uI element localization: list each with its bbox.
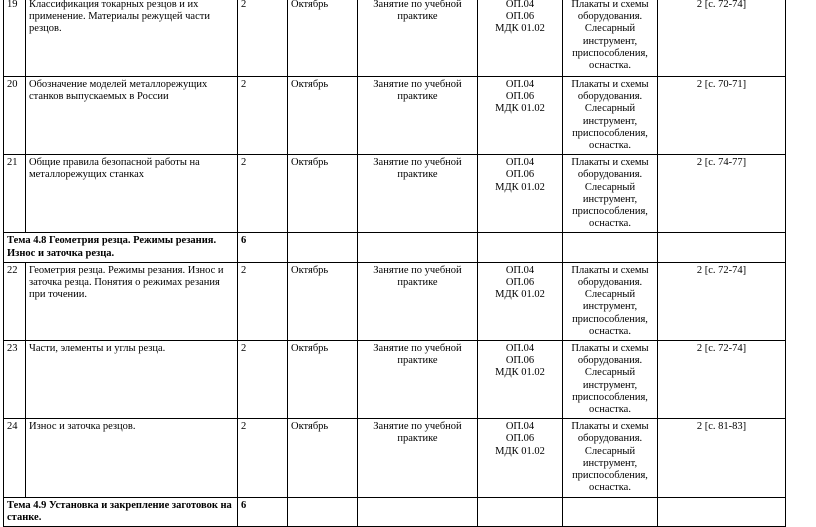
reference-cell: 2 [с. 74-77] bbox=[658, 155, 786, 233]
reference-cell: 2 [с. 81-83] bbox=[658, 419, 786, 497]
equipment-cell: Плакаты и схемы оборудования. Слесарный инструмент, приспособления, оснастка. bbox=[563, 419, 658, 497]
row-number: 20 bbox=[4, 77, 26, 155]
lesson-title: Обозначение моделей металлорежущих станков выпускаемых в России bbox=[26, 77, 238, 155]
lesson-type-cell: Занятие по учебной практике bbox=[358, 341, 478, 419]
month-cell: Октябрь bbox=[288, 262, 358, 340]
row-number: 23 bbox=[4, 341, 26, 419]
month-cell: Октябрь bbox=[288, 341, 358, 419]
table-row bbox=[4, 0, 786, 77]
row-number: 21 bbox=[4, 155, 26, 233]
topic-hours: 6 bbox=[238, 233, 288, 262]
reference-cell: 2 [с. 72-74] bbox=[658, 0, 786, 77]
lesson-title: Общие правила безопасной работы на металлорежущих станках bbox=[26, 155, 238, 233]
table-row bbox=[4, 419, 786, 497]
hours-cell: 2 bbox=[238, 419, 288, 497]
lesson-title: Классификация токарных резцов и их применение. Материалы режущей части резцов. bbox=[26, 0, 238, 77]
lesson-title: Износ и заточка резцов. bbox=[26, 419, 238, 497]
equipment-cell: Плакаты и схемы оборудования. Слесарный инструмент, приспособления, оснастка. bbox=[563, 341, 658, 419]
month-cell: Октябрь bbox=[288, 155, 358, 233]
lesson-type-cell: Занятие по учебной практике bbox=[358, 155, 478, 233]
equipment-cell: Плакаты и схемы оборудования. Слесарный инструмент, приспособления, оснастка. bbox=[563, 155, 658, 233]
row-number: 24 bbox=[4, 419, 26, 497]
lesson-title: Геометрия резца. Режимы резания. Износ и заточка резца. Понятия о режимах резания при точении. bbox=[26, 262, 238, 340]
competency-codes-cell: ОП.04 ОП.06 МДК 01.02 bbox=[478, 77, 563, 155]
lesson-title: Части, элементы и углы резца. bbox=[26, 341, 238, 419]
table-row bbox=[4, 262, 786, 340]
table-row bbox=[4, 77, 786, 155]
reference-cell: 2 [с. 70-71] bbox=[658, 77, 786, 155]
equipment-cell: Плакаты и схемы оборудования. Слесарный инструмент, приспособления, оснастка. bbox=[563, 262, 658, 340]
row-number: 19 bbox=[4, 0, 26, 77]
table-row bbox=[4, 341, 786, 419]
equipment-cell: Плакаты и схемы оборудования. Слесарный инструмент, приспособления, оснастка. bbox=[563, 0, 658, 77]
lesson-type-cell: Занятие по учебной практике bbox=[358, 419, 478, 497]
lesson-type-cell: Занятие по учебной практике bbox=[358, 262, 478, 340]
competency-codes-cell: ОП.04 ОП.06 МДК 01.02 bbox=[478, 155, 563, 233]
topic-row bbox=[4, 497, 786, 526]
hours-cell: 2 bbox=[238, 341, 288, 419]
competency-codes-cell: ОП.04 ОП.06 МДК 01.02 bbox=[478, 341, 563, 419]
topic-row bbox=[4, 233, 786, 262]
hours-cell: 2 bbox=[238, 77, 288, 155]
competency-codes-cell: ОП.04 ОП.06 МДК 01.02 bbox=[478, 0, 563, 77]
lesson-plan-table bbox=[3, 0, 786, 527]
hours-cell: 2 bbox=[238, 155, 288, 233]
lesson-type-cell: Занятие по учебной практике bbox=[358, 0, 478, 77]
table-row bbox=[4, 155, 786, 233]
month-cell: Октябрь bbox=[288, 419, 358, 497]
topic-title: Тема 4.8 Геометрия резца. Режимы резания. Износ и заточка резца. bbox=[4, 233, 238, 262]
reference-cell: 2 [с. 72-74] bbox=[658, 341, 786, 419]
month-cell: Октябрь bbox=[288, 0, 358, 77]
competency-codes-cell: ОП.04 ОП.06 МДК 01.02 bbox=[478, 262, 563, 340]
lesson-type-cell: Занятие по учебной практике bbox=[358, 77, 478, 155]
topic-title: Тема 4.9 Установка и закрепление заготовок на станке. bbox=[4, 497, 238, 526]
hours-cell: 2 bbox=[238, 0, 288, 77]
equipment-cell: Плакаты и схемы оборудования. Слесарный инструмент, приспособления, оснастка. bbox=[563, 77, 658, 155]
row-number: 22 bbox=[4, 262, 26, 340]
month-cell: Октябрь bbox=[288, 77, 358, 155]
topic-hours: 6 bbox=[238, 497, 288, 526]
competency-codes-cell: ОП.04 ОП.06 МДК 01.02 bbox=[478, 419, 563, 497]
hours-cell: 2 bbox=[238, 262, 288, 340]
reference-cell: 2 [с. 72-74] bbox=[658, 262, 786, 340]
